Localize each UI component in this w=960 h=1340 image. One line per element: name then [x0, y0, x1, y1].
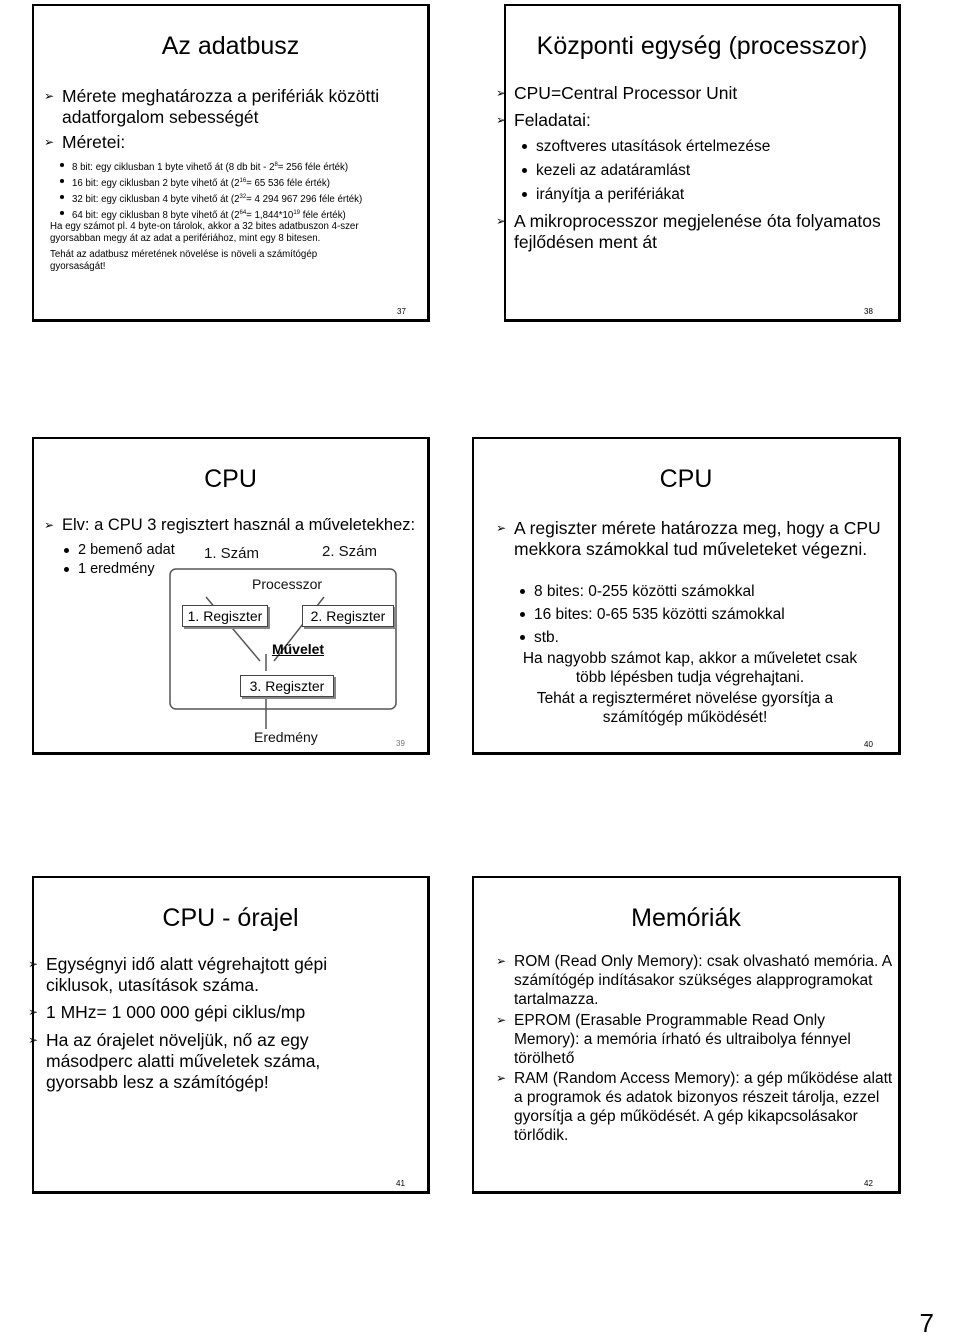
- note-text: Tehát az adatbusz méretének növelése is növeli a számítógép gyorsaságát!: [50, 249, 318, 272]
- dot-bullet-icon: [520, 612, 525, 617]
- register-2: 2. Regiszter: [302, 605, 394, 627]
- slide-41: [28, 876, 430, 1194]
- bullet-mhz: ➢ 1 MHz= 1 000 000 gépi ciklus/mp: [28, 1002, 306, 1022]
- bullet-ram: ➢ RAM (Random Access Memory): a gép működése alatt a programok és adatok bizonyos részeit tárolja, ezzel gyorsítja a gép működését. A gép kikapcsolásakor törlődik.: [496, 1070, 893, 1144]
- operation-label: Művelet: [271, 641, 325, 657]
- dot-bullet-icon: [520, 589, 525, 594]
- bullet-principle: ➢ Elv: a CPU 3 regisztert használ a műveletekhez:: [44, 516, 416, 534]
- list-item: stb.: [516, 628, 894, 647]
- register-1: 1. Regiszter: [182, 605, 268, 627]
- slide-title: Központi egység (processzor): [536, 32, 868, 60]
- slide-number: 38: [864, 307, 873, 316]
- arrow-bullet-icon: ➢: [496, 954, 507, 968]
- arrow-bullet-icon: ➢: [28, 1033, 39, 1047]
- arrow-bullet-icon: ➢: [496, 1071, 507, 1085]
- bullet-cpu-def: ➢ CPU=Central Processor Unit: [496, 83, 738, 103]
- list-item: 8 bit: egy ciklusban 1 byte vihető át (8 db bit - $2^8= 256$ féle érték): [58, 159, 432, 174]
- diagram-lines: [34, 439, 432, 757]
- bullet-microprocessor: ➢ A mikroprocesszor megjelenése óta folyamatos fejlődésen ment át: [496, 211, 881, 252]
- list-item: irányítja a perifériákat: [518, 185, 896, 204]
- note-text: Ha nagyobb számot kap, akkor a műveletet csak több lépésben tudja végrehajtani.: [522, 650, 858, 686]
- register-3: 3. Regiszter: [240, 675, 334, 697]
- dot-bullet-icon: [520, 635, 525, 640]
- arrow-bullet-icon: ➢: [28, 1005, 39, 1019]
- bullet-rom: ➢ ROM (Read Only Memory): csak olvasható memória. A számítógép indításakor szükséges alapprogramokat tartalmazza.: [496, 953, 892, 1008]
- arrow-bullet-icon: ➢: [496, 1013, 507, 1027]
- slide-number: 37: [397, 307, 406, 316]
- input-number-2: 2. Szám: [322, 543, 378, 560]
- page-number: 7: [919, 1308, 934, 1338]
- bullet-bus-size: ➢ Mérete meghatározza a perifériák közötti adatforgalom sebességét: [44, 86, 380, 127]
- arrow-bullet-icon: ➢: [496, 521, 507, 535]
- list-item: 8 bites: 0-255 közötti számokkal: [516, 582, 894, 601]
- result-label: Eredmény: [254, 729, 318, 745]
- note-text: Tehát a regiszterméret növelése gyorsítja a számítógép működését!: [536, 690, 834, 726]
- slide-42: [472, 876, 901, 1194]
- slide-title: Memóriák: [631, 904, 741, 932]
- bullet-tasks: ➢ Feladatai:: [496, 110, 591, 130]
- dot-bullet-icon: [522, 168, 527, 173]
- bullet-eprom: ➢ EPROM (Erasable Programmable Read Only Memory): a memória írható és ultraibolya fénnyel törölhető: [496, 1012, 851, 1067]
- slide-number: 41: [396, 1179, 405, 1188]
- slide-number: 39: [396, 739, 405, 748]
- list-item: 16 bites: 0-65 535 közötti számokkal: [516, 605, 894, 624]
- bullet-increase: ➢ Ha az órajelet növeljük, nő az egy másodperc alatti műveletek száma, gyorsabb lesz a számítógép!: [28, 1030, 321, 1092]
- slide-number: 40: [864, 740, 873, 749]
- bullet-sizes: ➢ Méretei:: [44, 132, 126, 152]
- arrow-bullet-icon: ➢: [28, 957, 39, 971]
- dot-bullet-icon: [60, 195, 64, 199]
- slide-38: [496, 4, 901, 322]
- arrow-bullet-icon: ➢: [44, 135, 55, 149]
- list-item: 32 bit: egy ciklusban 4 byte vihető át ($2^{32}= 4$ 294 967 296 féle érték): [58, 191, 432, 206]
- arrow-bullet-icon: ➢: [496, 86, 507, 100]
- dot-bullet-icon: [522, 144, 527, 149]
- dot-bullet-icon: [60, 179, 64, 183]
- slide-title: CPU: [204, 465, 257, 493]
- slide-number: 42: [864, 1179, 873, 1188]
- input-number-1: 1. Szám: [204, 545, 260, 562]
- slide-37: [32, 4, 430, 322]
- list-item: 16 bit: egy ciklusban 2 byte vihető át ($2^{16}= 65$ 536 féle érték): [58, 175, 432, 190]
- dot-bullet-icon: [60, 163, 64, 167]
- slide-title: Az adatbusz: [161, 32, 300, 60]
- slide-40: [472, 437, 901, 755]
- arrow-bullet-icon: ➢: [496, 113, 507, 127]
- arrow-bullet-icon: ➢: [496, 214, 507, 228]
- slide-39: [32, 437, 430, 755]
- arrow-bullet-icon: ➢: [44, 89, 55, 103]
- arrow-bullet-icon: ➢: [44, 518, 55, 532]
- dot-bullet-icon: [60, 211, 64, 215]
- list-item: szoftveres utasítások értelmezése: [518, 137, 896, 156]
- list-item: 64 bit: egy ciklusban 8 byte vihető át ($2^{64}= 1,844*10^{19}$ féle érték): [58, 207, 432, 222]
- slide-title: CPU: [659, 465, 713, 493]
- processor-label: Processzor: [252, 576, 323, 592]
- slide-title: CPU - órajel: [162, 904, 299, 932]
- note-text: Ha egy számot pl. 4 byte-on tárolok, akkor a 32 bites adatbuszon 4-szer gyorsabban megy át az adat a perifériához, mint egy 8 bitesen.: [50, 221, 359, 244]
- dot-bullet-icon: [522, 192, 527, 197]
- bullet-clock-def: ➢ Egységnyi idő alatt végrehajtott gépi ciklusok, utasítások száma.: [28, 954, 328, 995]
- list-item: 2 bemenő adat: [60, 541, 228, 560]
- bullet-register-size: ➢ A regiszter mérete határozza meg, hogy a CPU mekkora számokkal tud műveleteket végezni.: [496, 518, 881, 559]
- list-item: kezeli az adatáramlást: [518, 161, 896, 180]
- list-item: 1 eredmény: [60, 560, 228, 579]
